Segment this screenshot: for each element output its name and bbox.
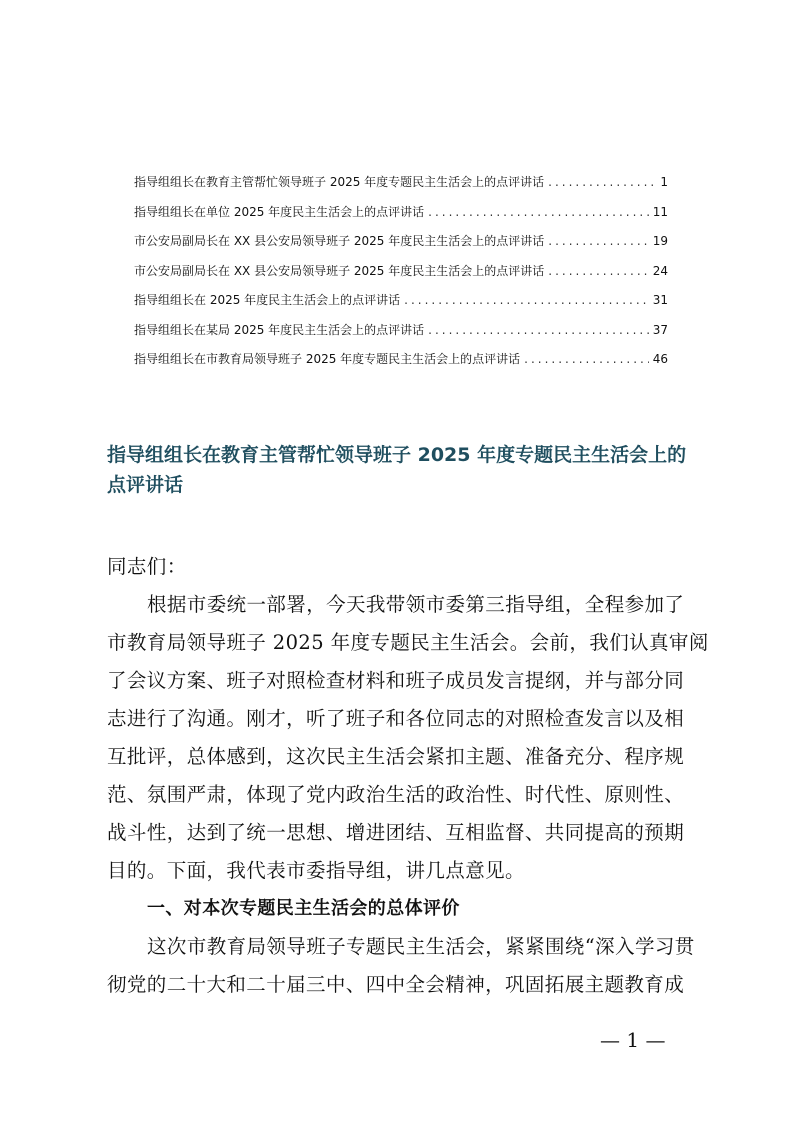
toc-entry[interactable] (134, 203, 668, 233)
toc-leader-dots (548, 234, 648, 248)
toc-entry-page: 37 (652, 322, 668, 337)
toc-entry-page: 11 (652, 204, 668, 219)
toc-leader-dots (548, 175, 656, 189)
body-line: 彻党的二十大和二十届三中、四中全会精神，巩固拓展主题教育成 (107, 973, 685, 996)
toc-entry-title: 指导组组长在市教育局领导班子 2025 年度专题民主生活会上的点评讲话 (134, 352, 521, 366)
article-title (107, 440, 707, 500)
body-line: 市教育局领导班子 2025 年度专题民主生活会。会前，我们认真审阅 (107, 631, 709, 654)
title-line: 点评讲话 (107, 474, 184, 496)
toc-leader-dots (548, 264, 648, 278)
toc-entry-title: 市公安局副局长在 XX 县公安局领导班子 2025 年度民主生活会上的点评讲话 (134, 234, 545, 248)
article-body (107, 548, 709, 1004)
body-line: 战斗性，达到了统一思想、增进团结、互相监督、共同提高的预期 (107, 821, 685, 844)
toc-entry[interactable] (134, 173, 668, 203)
section-heading: 一、对本次专题民主生活会的总体评价 (147, 898, 460, 919)
toc-entry-title: 指导组组长在某局 2025 年度民主生活会上的点评讲话 (134, 322, 425, 337)
body-line: 范、氛围严肃，体现了党内政治生活的政治性、时代性、原则性、 (107, 783, 685, 806)
title-line: 指导组组长在教育主管帮忙领导班子 2025 年度专题民主生活会上的 (107, 444, 687, 466)
salutation: 同志们： (107, 555, 187, 578)
table-of-contents (134, 173, 668, 380)
toc-entry[interactable] (134, 350, 668, 380)
toc-entry[interactable] (134, 291, 668, 321)
body-line: 志进行了沟通。刚才，听了班子和各位同志的对照检查发言以及相 (107, 707, 685, 730)
body-line: 这次市教育局领导班子专题民主生活会，紧紧围绕“深入学习贯 (147, 935, 695, 958)
body-line: 根据市委统一部署，今天我带领市委第三指导组，全程参加了 (147, 593, 685, 616)
toc-entry[interactable] (134, 232, 668, 262)
page-number: — 1 — (600, 1028, 666, 1052)
body-line: 了会议方案、班子对照检查材料和班子成员发言提纲，并与部分同 (107, 669, 685, 692)
toc-leader-dots (524, 352, 649, 366)
toc-entry[interactable] (134, 262, 668, 292)
toc-entry[interactable] (134, 321, 668, 351)
toc-entry-page: 46 (652, 352, 668, 366)
toc-entry-page: 1 (660, 175, 668, 189)
body-line: 目的。下面，我代表市委指导组，讲几点意见。 (107, 859, 525, 882)
toc-entry-title: 指导组组长在单位 2025 年度民主生活会上的点评讲话 (134, 204, 425, 219)
toc-entry-page: 24 (652, 263, 668, 278)
body-line: 互批评，总体感到，这次民主生活会紧扣主题、准备充分、程序规 (107, 745, 685, 768)
toc-leader-dots (428, 205, 649, 219)
toc-leader-dots (404, 293, 649, 307)
toc-entry-title: 市公安局副局长在 XX 县公安局领导班子 2025 年度民主生活会上的点评讲话 (134, 263, 545, 278)
toc-entry-title: 指导组组长在 2025 年度民主生活会上的点评讲话 (134, 293, 401, 307)
toc-entry-title: 指导组组长在教育主管帮忙领导班子 2025 年度专题民主生活会上的点评讲话 (134, 175, 545, 189)
toc-leader-dots (428, 323, 649, 337)
toc-entry-page: 31 (652, 293, 668, 307)
toc-entry-page: 19 (652, 234, 668, 248)
